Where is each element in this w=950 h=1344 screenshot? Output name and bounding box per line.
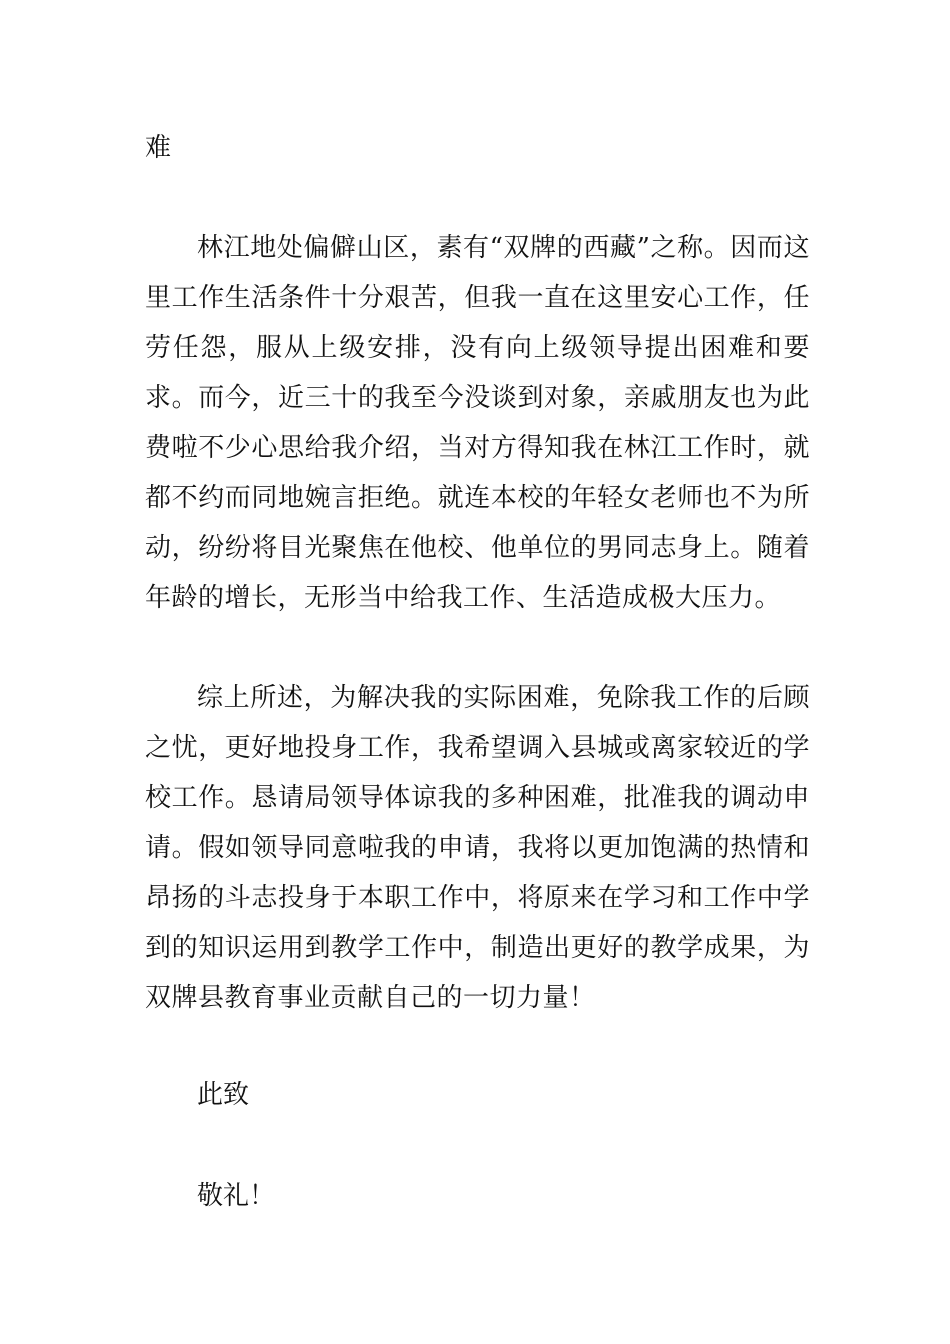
closing-regards: 敬礼！ [197,1181,276,1211]
body-paragraph-2: 综上所述，为解决我的实际困难，免除我工作的后顾之忧，更好地投身工作，我希望调入县城或离家较近的学校工作。恳请局领导体谅我的多种困难，批准我的调动申请。假如领导同意啦我的申请，我将以更加饱满的热情和昂扬的斗志投身于本职工作中，将原来在学习和工作中学到的知识运用到教学工作中，制造出更好的教学成果，为双牌县教育事业贡献自己的一切力量！ [145,683,810,1013]
continued-text-fragment: 难 [145,133,172,163]
closing-salutation: 此致 [197,1080,250,1110]
body-paragraph-1: 林江地处偏僻山区，素有“双牌的西藏”之称。因而这里工作生活条件十分艰苦，但我一直在这里安心工作，任劳任怨，服从上级安排，没有向上级领导提出困难和要求。而今，近三十的我至今没谈到对象，亲戚朋友也为此费啦不少心思给我介绍，当对方得知我在林江工作时，就都不约而同地婉言拒绝。就连本校的年轻女老师也不为所动，纷纷将目光聚焦在他校、他单位的男同志身上。随着年龄的增长，无形当中给我工作、生活造成极大压力。 [145,233,810,613]
